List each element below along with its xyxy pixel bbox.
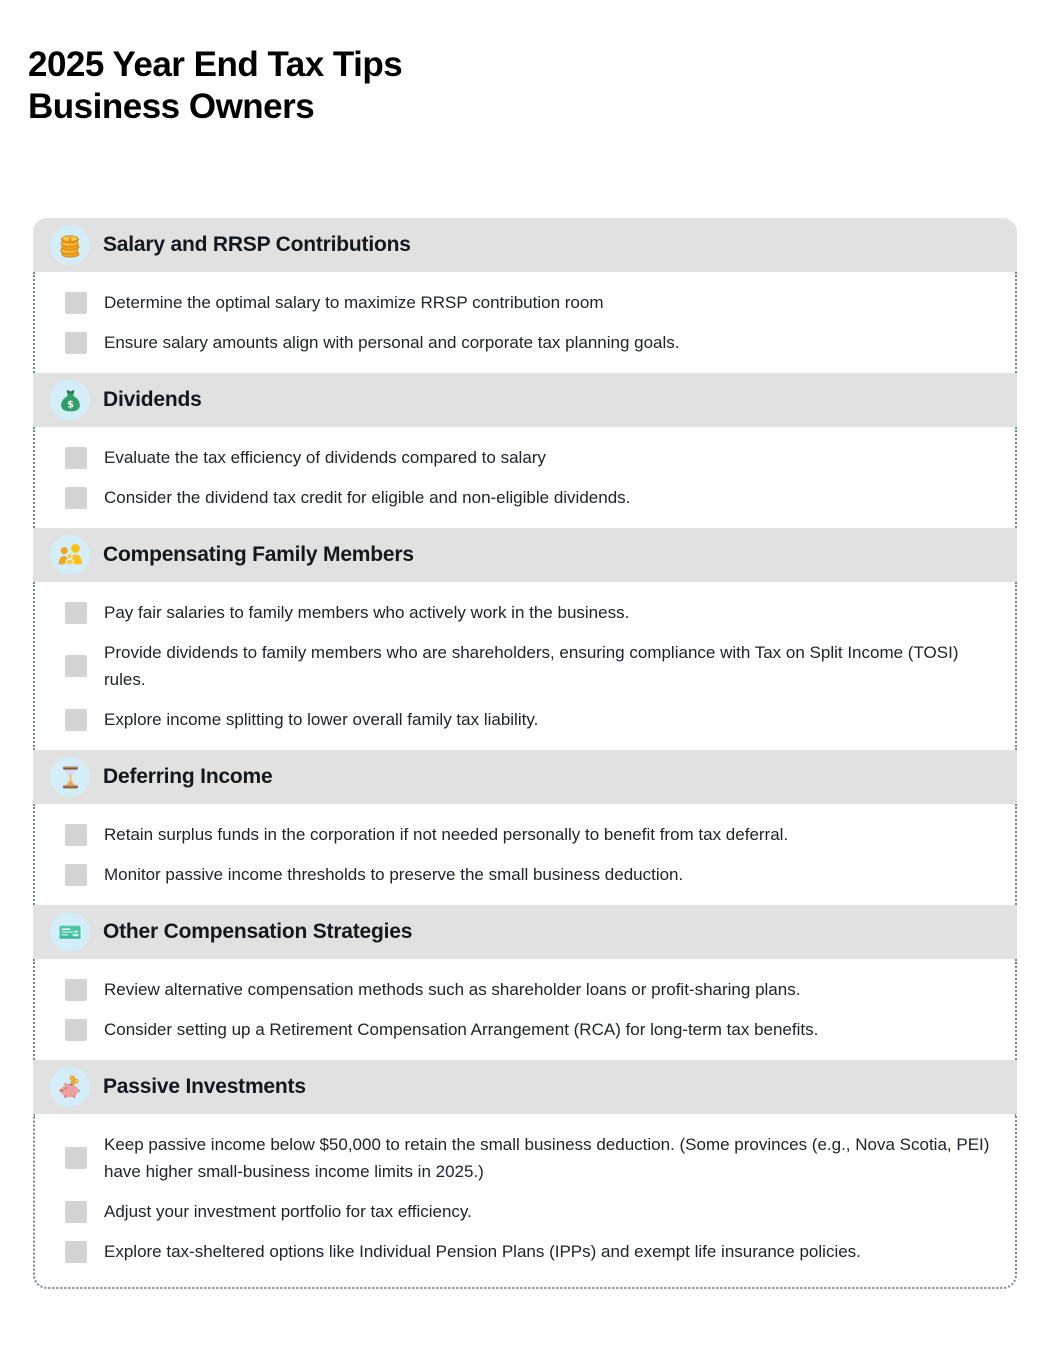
checklist-item-label: Monitor passive income thresholds to preserve the small business deduction. bbox=[104, 865, 684, 884]
checklist-item-label: Evaluate the tax efficiency of dividends compared to salary bbox=[104, 448, 546, 467]
section-header-passive bbox=[33, 1060, 1017, 1114]
checklist-item-label: Explore income splitting to lower overall family tax liability. bbox=[104, 710, 539, 729]
checkbox[interactable] bbox=[65, 1019, 87, 1041]
section-body-passive bbox=[33, 1114, 1017, 1289]
checklist-item-label: Adjust your investment portfolio for tax efficiency. bbox=[104, 1202, 472, 1221]
checklist-item-label: Consider setting up a Retirement Compensation Arrangement (RCA) for long-term tax benefits. bbox=[104, 1020, 819, 1039]
section-header-deferring bbox=[33, 750, 1017, 804]
checkbox[interactable] bbox=[65, 332, 87, 354]
hourglass-icon bbox=[50, 757, 90, 797]
checkbox[interactable] bbox=[65, 824, 87, 846]
section-body-deferring bbox=[33, 804, 1017, 905]
checklist-item-label: Provide dividends to family members who are shareholders, ensuring compliance with Tax on Split Income (TOSI) rules. bbox=[104, 643, 959, 689]
section-title: Compensating Family Members bbox=[103, 543, 414, 566]
money-bag-icon bbox=[50, 380, 90, 420]
section-header-salary-rrsp bbox=[33, 218, 1017, 272]
checklist-item bbox=[65, 706, 999, 733]
checklist-item bbox=[65, 1198, 999, 1225]
checklist-item-label: Retain surplus funds in the corporation if not needed personally to benefit from tax deferral. bbox=[104, 825, 789, 844]
section-title: Other Compensation Strategies bbox=[103, 920, 413, 943]
checkbox[interactable] bbox=[65, 292, 87, 314]
piggy-bank-icon bbox=[50, 1067, 90, 1107]
checkbox[interactable] bbox=[65, 864, 87, 886]
checklist-item bbox=[65, 639, 999, 693]
checklist-item-label: Keep passive income below $50,000 to retain the small business deduction. (Some provinces (e.g., Nova Scotia, PEI) have higher small-business income limits in 2025.) bbox=[104, 1135, 990, 1181]
checkbox[interactable] bbox=[65, 1201, 87, 1223]
checkbox[interactable] bbox=[65, 709, 87, 731]
page-title-line1: 2025 Year End Tax Tips bbox=[28, 45, 403, 84]
checkbox[interactable] bbox=[65, 602, 87, 624]
checkbox[interactable] bbox=[65, 1147, 87, 1169]
checklist-item-label: Determine the optimal salary to maximize RRSP contribution room bbox=[104, 293, 604, 312]
section-header-family bbox=[33, 528, 1017, 582]
checkbox[interactable] bbox=[65, 487, 87, 509]
section-title: Deferring Income bbox=[103, 765, 273, 788]
svg-text:$: $ bbox=[66, 399, 74, 411]
checklist-item bbox=[65, 976, 999, 1003]
checklist-item bbox=[65, 1016, 999, 1043]
section-title: Salary and RRSP Contributions bbox=[103, 233, 411, 256]
family-icon bbox=[50, 535, 90, 575]
section-body-family bbox=[33, 582, 1017, 750]
checkbox[interactable] bbox=[65, 1241, 87, 1263]
checklist-item-label: Pay fair salaries to family members who actively work in the business. bbox=[104, 603, 630, 622]
cheque-icon bbox=[50, 912, 90, 952]
svg-text:$: $ bbox=[68, 236, 72, 243]
checklist-item bbox=[65, 484, 999, 511]
checklist-item bbox=[65, 1131, 999, 1185]
checklist-item bbox=[65, 289, 999, 316]
checklist-item-label: Ensure salary amounts align with personal and corporate tax planning goals. bbox=[104, 333, 680, 352]
checkbox[interactable] bbox=[65, 655, 87, 677]
checklist-item bbox=[65, 861, 999, 888]
page-title bbox=[28, 44, 402, 128]
checkbox[interactable] bbox=[65, 447, 87, 469]
section-header-dividends bbox=[33, 373, 1017, 427]
section-header-other-comp bbox=[33, 905, 1017, 959]
page-title-line2: Business Owners bbox=[28, 87, 315, 126]
section-body-other-comp bbox=[33, 959, 1017, 1060]
checklist-item-label: Review alternative compensation methods such as shareholder loans or profit-sharing plans. bbox=[104, 980, 801, 999]
checkbox[interactable] bbox=[65, 979, 87, 1001]
section-title: Dividends bbox=[103, 388, 202, 411]
section-body-dividends bbox=[33, 427, 1017, 528]
tax-tips-checklist-card bbox=[33, 218, 1017, 1289]
checklist-item bbox=[65, 1238, 999, 1265]
coins-icon bbox=[50, 225, 90, 265]
checklist-item bbox=[65, 444, 999, 471]
checklist-item bbox=[65, 329, 999, 356]
checklist-item-label: Consider the dividend tax credit for eligible and non-eligible dividends. bbox=[104, 488, 631, 507]
section-title: Passive Investments bbox=[103, 1075, 306, 1098]
checklist-item-label: Explore tax-sheltered options like Individual Pension Plans (IPPs) and exempt life insurance policies. bbox=[104, 1242, 861, 1261]
checklist-item bbox=[65, 599, 999, 626]
checklist-item bbox=[65, 821, 999, 848]
section-body-salary-rrsp bbox=[33, 272, 1017, 373]
